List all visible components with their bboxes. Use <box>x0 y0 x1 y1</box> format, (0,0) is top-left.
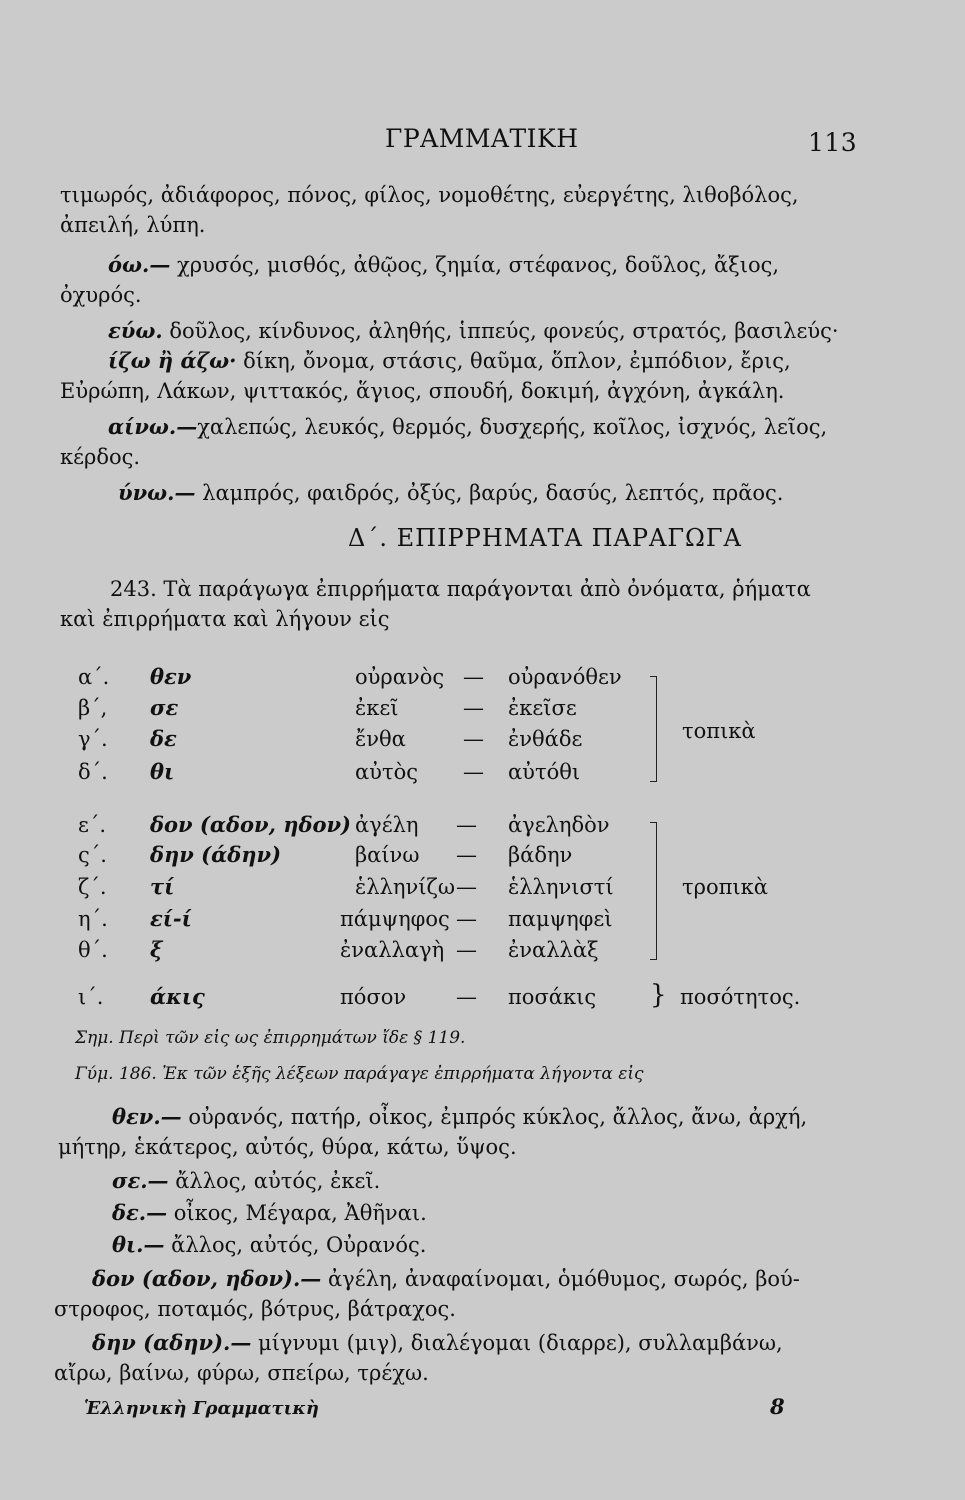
footer-book-title: Ἑλληνικὴ Γραμματικὴ <box>84 1398 319 1419</box>
row-base: ἐναλλαγὴ <box>340 938 445 962</box>
group-label-local: τοπικὰ <box>682 719 756 743</box>
row-suffix: θεν <box>150 664 192 689</box>
text-line: Εὐρώπη, Λάκων, ψιττακός, ἅγιος, σπουδή, δοκιμή, ἀγχόνη, ἀγκάλη. <box>60 379 785 403</box>
section-title: Δ΄. ΕΠΙΡΡΗΜΑΤΑ ΠΑΡΑΓΩΓΑ <box>348 524 742 552</box>
text-line: στροφος, ποταμός, βότρυς, βάτραχος. <box>54 1297 456 1321</box>
row-dash: — <box>463 696 484 720</box>
text-line: κέρδος. <box>60 445 141 469</box>
row-derived: ἐνθάδε <box>508 727 583 751</box>
text-line: θι.— ἄλλος, αὐτός, Οὐρανός. <box>112 1232 427 1257</box>
suffix-label: ύνω.— <box>118 480 196 505</box>
row-dash: — <box>463 665 484 689</box>
row-dash: — <box>456 985 477 1009</box>
text-line: μήτηρ, ἑκάτερος, αὐτός, θύρα, κάτω, ὕψος. <box>58 1135 517 1159</box>
text-line: ίζω ἢ άζω· δίκη, ὄνομα, στάσις, θαῦμα, ὅπλον, ἐμπόδιον, ἔρις, <box>108 348 791 373</box>
row-dash: — <box>463 727 484 751</box>
row-derived: ποσάκις <box>508 985 597 1009</box>
row-number: ς΄. <box>78 843 107 867</box>
row-dash: — <box>456 907 477 931</box>
row-dash: — <box>456 875 477 899</box>
row-base: οὐρανὸς <box>355 665 445 689</box>
note-line: Σημ. Περὶ τῶν εἰς ως ἐπιρρημάτων ἴδε § 119. <box>75 1028 466 1048</box>
text-line: εύω. δοῦλος, κίνδυνος, ἀληθής, ἱππεύς, φονεύς, στρατός, βασιλεύς· <box>108 318 839 343</box>
row-number: θ΄. <box>78 938 108 962</box>
row-number: γ΄. <box>78 727 108 751</box>
row-derived: παμψηφεὶ <box>508 907 613 931</box>
row-base: βαίνω <box>355 843 420 867</box>
text-line: τιμωρός, ἀδιάφορος, πόνος, φίλος, νομοθέτης, εὐεργέτης, λιθοβόλος, <box>60 183 799 207</box>
row-derived: οὐρανόθεν <box>508 665 622 689</box>
suffix-label: όω.— <box>108 252 171 277</box>
running-title: ΓΡΑΜΜΑΤΙΚΗ <box>385 124 579 153</box>
suffix-label: αίνω.— <box>108 414 198 439</box>
row-suffix: ξ <box>150 937 163 962</box>
row-base: ἀγέλη <box>355 813 419 837</box>
text-line: δην (αδην).— μίγνυμι (μιγ), διαλέγομαι (διαρρε), συλλαμβάνω, <box>92 1330 783 1355</box>
row-suffix: δον (αδον, ηδον) <box>150 812 351 837</box>
suffix-label: ίζω ἢ άζω· <box>108 348 237 373</box>
text-line: θεν.— οὐρανός, πατήρ, οἶκος, ἐμπρός κύκλος, ἄλλος, ἄνω, ἀρχή, <box>112 1104 808 1129</box>
row-derived: ἐκεῖσε <box>508 696 577 720</box>
row-dash: — <box>456 813 477 837</box>
text-line: αίνω.—χαλεπώς, λευκός, θερμός, δυσχερής, κοῖλος, ἰσχνός, λεῖος, <box>108 414 828 439</box>
row-derived: ἐναλλὰξ <box>508 938 599 962</box>
row-number: ι΄. <box>78 985 104 1009</box>
footer-signature: 8 <box>770 1394 785 1419</box>
group-label-manner: τροπικὰ <box>682 875 768 899</box>
row-number: ε΄. <box>78 813 107 837</box>
text-line: δον (αδον, ηδον).— ἀγέλη, ἀναφαίνομαι, ὁμόθυμος, σωρός, βού- <box>92 1266 800 1291</box>
text-line: ὀχυρός. <box>60 283 142 307</box>
suffix-label: δην (αδην).— <box>92 1330 252 1355</box>
row-base: πάμψηφος <box>340 907 450 931</box>
text-line: δε.— οἶκος, Μέγαρα, Ἀθῆναι. <box>112 1200 427 1225</box>
row-derived: αὐτόθι <box>508 760 581 784</box>
brace-quantity: } <box>650 980 667 1010</box>
row-base: ἑλληνίζω <box>355 875 455 899</box>
row-dash: — <box>456 843 477 867</box>
text-line: όω.— χρυσός, μισθός, ἀθῷος, ζημία, στέφανος, δοῦλος, ἄξιος, <box>108 252 780 277</box>
suffix-label: δε.— <box>112 1200 168 1225</box>
row-number: α΄. <box>78 665 110 689</box>
row-dash: — <box>456 938 477 962</box>
row-number: η΄. <box>78 907 108 931</box>
page-number: 113 <box>808 128 858 157</box>
paragraph-line: καὶ ἐπιρρήματα καὶ λήγουν εἰς <box>60 607 390 631</box>
brace-local <box>650 676 657 782</box>
row-suffix: σε <box>150 695 179 720</box>
row-number: ζ΄. <box>78 875 107 899</box>
text-line: ἀπειλή, λύπη. <box>60 213 206 237</box>
row-suffix: άκις <box>150 984 205 1009</box>
row-base: ἔνθα <box>355 727 406 751</box>
row-number: β΄, <box>78 696 108 720</box>
row-derived: ἀγεληδὸν <box>508 813 610 837</box>
brace-manner <box>650 822 657 960</box>
suffix-label: εύω. <box>108 318 163 343</box>
suffix-label: θι.— <box>112 1232 165 1257</box>
row-suffix: θι <box>150 759 175 784</box>
row-number: δ΄. <box>78 760 108 784</box>
row-suffix: εί-ί <box>150 906 192 931</box>
row-derived: ἑλληνιστί <box>508 875 614 899</box>
row-suffix: τί <box>150 874 175 899</box>
row-base: ἐκεῖ <box>355 696 399 720</box>
suffix-label: δον (αδον, ηδον).— <box>92 1266 322 1291</box>
row-derived: βάδην <box>508 843 573 867</box>
exercise-line: Γύμ. 186. Ἐκ τῶν ἑξῆς λέξεων παράγαγε ἐπιρρήματα λήγοντα εἰς <box>75 1064 644 1084</box>
row-base: αὐτὸς <box>355 760 418 784</box>
paragraph-line: 243. Τὰ παράγωγα ἐπιρρήματα παράγονται ἀπὸ ὀνόματα, ῥήματα <box>110 577 811 601</box>
row-suffix: δε <box>150 726 177 751</box>
suffix-label: σε.— <box>112 1168 169 1193</box>
suffix-label: θεν.— <box>112 1104 182 1129</box>
text-line: σε.— ἄλλος, αὐτός, ἐκεῖ. <box>112 1168 381 1193</box>
text-line: ύνω.— λαμπρός, φαιδρός, ὀξύς, βαρύς, δασύς, λεπτός, πρᾶος. <box>118 480 784 505</box>
text-line: αἴρω, βαίνω, φύρω, σπείρω, τρέχω. <box>54 1361 429 1385</box>
row-dash: — <box>463 760 484 784</box>
row-suffix: δην (άδην) <box>150 842 282 867</box>
row-base: πόσον <box>340 985 407 1009</box>
group-label-quantity: ποσότητος. <box>680 985 801 1009</box>
